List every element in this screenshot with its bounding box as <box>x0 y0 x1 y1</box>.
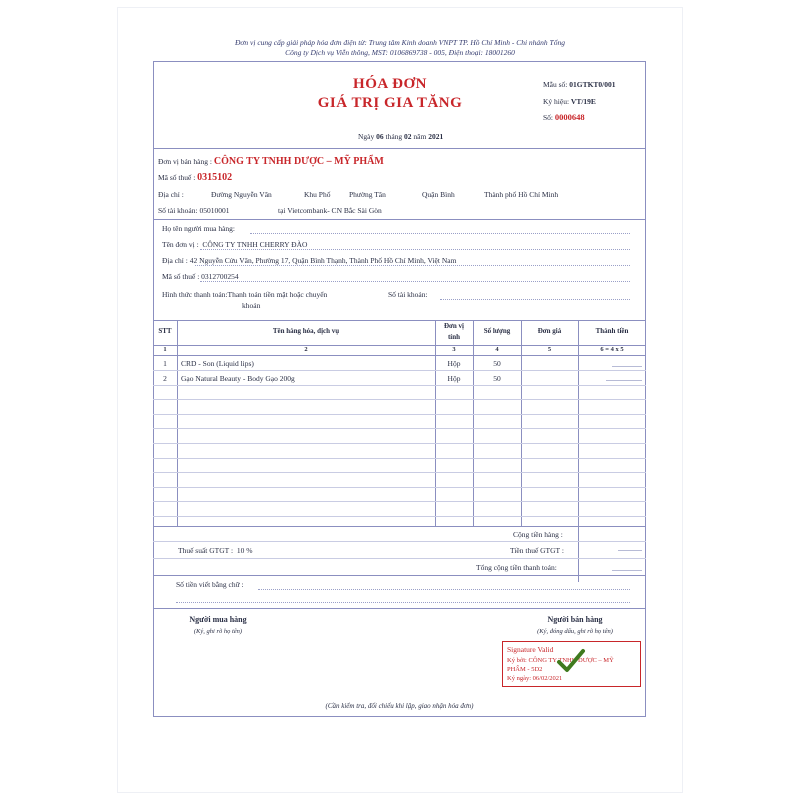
redacted-amount <box>618 550 642 551</box>
grand-total-label: Tổng cộng tiền thanh toán: <box>476 563 557 572</box>
col-divider <box>578 320 579 582</box>
form-number: Mẫu số: 01GTKT0/001 <box>543 80 616 89</box>
redacted-amount <box>606 380 642 381</box>
table-top <box>153 320 646 321</box>
invoice-number: Số: 0000648 <box>543 112 585 122</box>
divider <box>153 558 646 559</box>
th-qty: Số lượng <box>483 327 511 335</box>
table-row-unit: Hộp <box>447 359 461 368</box>
buyer-tax-line <box>200 281 630 282</box>
divider <box>153 575 646 576</box>
table-index-bottom <box>153 355 646 356</box>
divider <box>153 608 646 609</box>
buyer-person-label: Họ tên người mua hàng: <box>162 224 236 233</box>
divider <box>153 148 646 149</box>
amount-in-words-line-2 <box>176 602 630 603</box>
table-row-line <box>153 472 646 473</box>
seller-address-part: Phường Tân <box>349 190 386 199</box>
index-cell: 4 <box>495 346 499 353</box>
buyer-unit-line <box>200 249 630 250</box>
seller-address-part: Thành phố Hồ Chí Minh <box>484 190 559 199</box>
th-unit: Đơn vị <box>443 322 465 330</box>
seller-name: Đơn vị bán hàng : CÔNG TY TNHH DƯỢC – MỸ PHẨM <box>158 156 384 167</box>
table-row-line <box>153 501 646 502</box>
th-stt: STT <box>158 327 172 335</box>
table-row-line <box>153 370 646 371</box>
buyer-account-line <box>440 299 630 300</box>
table-row-stt: 1 <box>163 359 167 368</box>
signature-valid-title: Signature Valid <box>507 645 554 654</box>
buyer-address-line <box>195 265 630 266</box>
seller-sign-note: (Ký, đóng dấu, ghi rõ họ tên) <box>537 628 613 635</box>
invoice-date: Ngày 06 tháng 02 năm 2021 <box>358 132 444 141</box>
seller-bank: tại Vietcombank- CN Bắc Sài Gòn <box>278 206 382 215</box>
table-row-line <box>153 428 646 429</box>
table-row-line <box>153 516 646 517</box>
seller-sign-title: Người bán hàng <box>547 615 603 624</box>
divider <box>153 541 646 542</box>
seller-tax: Mã số thuế : 0315102 <box>158 172 233 183</box>
th-price: Đơn giá <box>537 327 562 335</box>
index-cell: 3 <box>452 346 456 353</box>
redacted-amount <box>612 366 642 367</box>
table-bottom <box>153 526 646 527</box>
table-row-line <box>153 487 646 488</box>
seller-address-part: Khu Phố <box>304 190 331 199</box>
redacted-amount <box>612 570 642 571</box>
table-row-line <box>153 385 646 386</box>
vat-rate: Thuế suất GTGT : 10 % <box>178 546 253 555</box>
index-cell: 1 <box>163 346 167 353</box>
th-amount: Thành tiền <box>595 327 629 335</box>
table-row-stt: 2 <box>163 374 167 383</box>
index-cell: 5 <box>547 346 552 353</box>
table-row-line <box>153 443 646 444</box>
table-row-line <box>153 414 646 415</box>
buyer-payment-cont: khoản <box>242 301 261 310</box>
table-row-name: Gạo Natural Beauty - Body Gạo 200g <box>181 374 295 383</box>
signature-signed-by: Ký bởi: CÔNG TY TNHH DƯỢC – MỸ <box>507 657 614 664</box>
symbol: Ký hiệu: VT/19E <box>543 97 596 106</box>
amount-in-words-line <box>258 589 630 590</box>
seller-address-part: Đường Nguyễn Văn <box>211 190 272 199</box>
buyer-tax: Mã số thuế : 0312700254 <box>162 272 239 281</box>
amount-in-words-label: Số tiền viết bằng chữ : <box>176 580 244 589</box>
buyer-payment: Hình thức thanh toán:Thanh toán tiền mặt hoặc chuyển <box>162 290 328 299</box>
signature-date: Ký ngày: 06/02/2021 <box>507 675 563 682</box>
table-row-line <box>153 458 646 459</box>
index-cell: 2 <box>304 346 308 353</box>
divider <box>153 219 646 220</box>
table-row-qty: 50 <box>493 359 501 368</box>
buyer-account-label: Số tài khoản: <box>388 290 428 299</box>
seller-account: Số tài khoản: 05010001 <box>158 206 230 215</box>
buyer-unit: Tên đơn vị : CÔNG TY TNHH CHERRY ĐÀO <box>162 240 308 249</box>
table-row-line <box>153 399 646 400</box>
provider-line-1: Đơn vị cung cấp giải pháp hóa đơn điện tử: Trung tâm Kinh doanh VNPT TP. Hồ Chí Minh - Chi nhánh Tổng <box>235 38 565 47</box>
th-name: Tên hàng hóa, dịch vụ <box>272 327 340 335</box>
invoice-subtitle: GIÁ TRỊ GIA TĂNG <box>317 95 463 111</box>
buyer-person-line <box>250 233 630 234</box>
seller-address-part: Quận Bình <box>422 190 455 199</box>
signature-signed-by-2: PHẨM - 5D2 <box>507 666 543 673</box>
seller-address-label: Địa chỉ : <box>158 190 184 199</box>
buyer-address: Địa chỉ : 42 Nguyễn Cửu Vân, Phường 17, Quận Bình Thạnh, Thành Phố Hồ Chí Minh, Việt Nam <box>162 256 457 265</box>
buyer-sign-note: (Ký, ghi rõ họ tên) <box>193 628 243 635</box>
index-cell: 6 = 4 x 5 <box>600 346 624 353</box>
vat-amount-label: Tiền thuế GTGT : <box>510 546 564 555</box>
invoice-title: HÓA ĐƠN <box>353 76 427 92</box>
th-unit-2: tính <box>447 333 461 341</box>
provider-line-2: Công ty Dịch vụ Viễn thông, MST: 0106869738 - 005, Điện thoại: 18001260 <box>285 48 515 57</box>
checkmark-icon <box>556 648 586 674</box>
subtotal-label: Cộng tiền hàng : <box>513 530 563 539</box>
table-row-qty: 50 <box>493 374 501 383</box>
table-row-name: CRD - Son (Liquid lips) <box>181 359 254 368</box>
buyer-sign-title: Người mua hàng <box>189 615 247 624</box>
footer-note: (Cần kiểm tra, đối chiếu khi lập, giao nhận hóa đơn) <box>325 702 474 710</box>
table-row-unit: Hộp <box>447 374 461 383</box>
